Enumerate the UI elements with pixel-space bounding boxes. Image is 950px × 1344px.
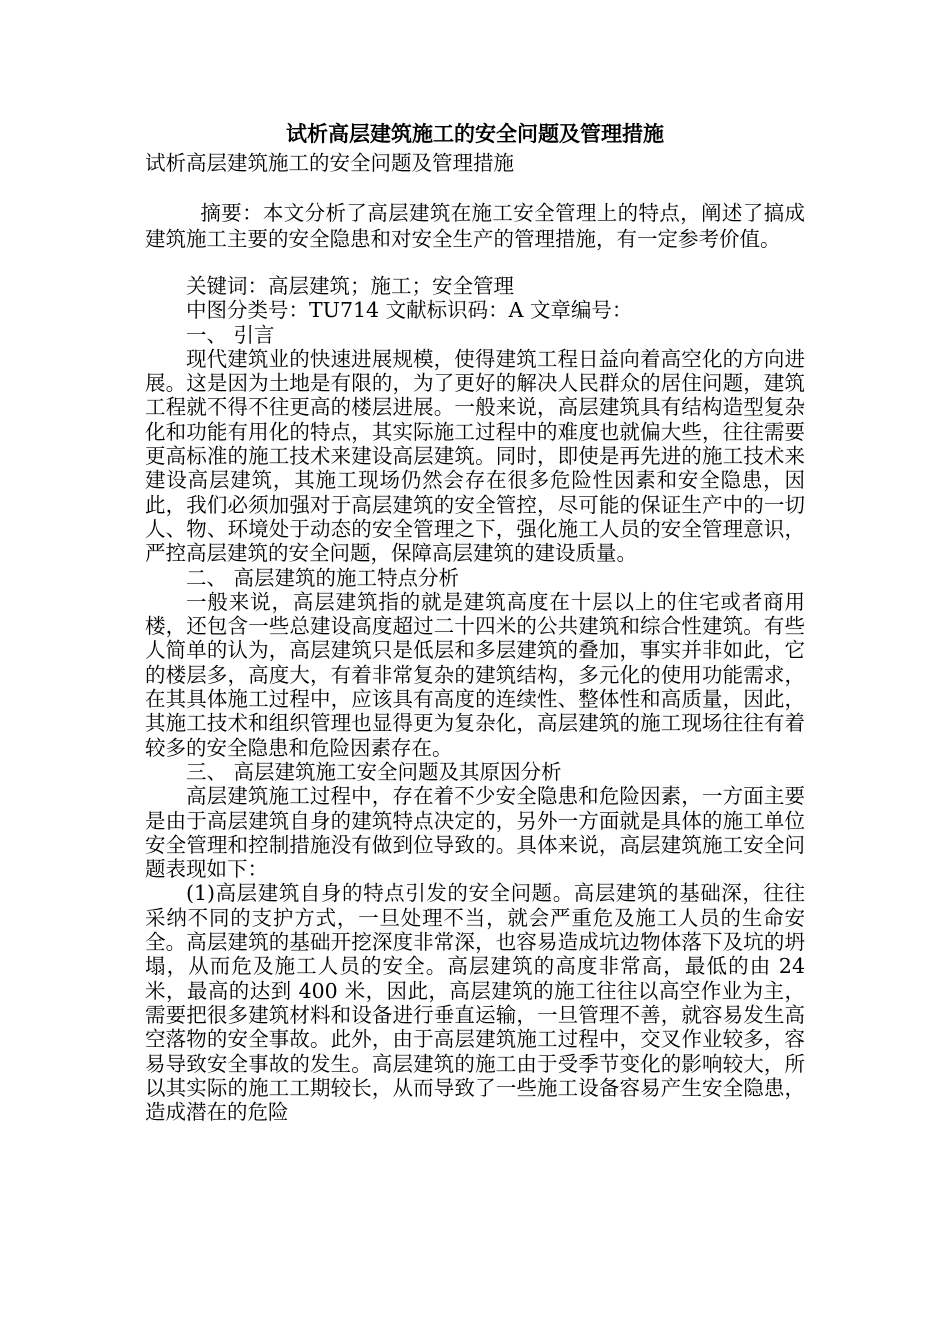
abstract-paragraph: 摘要：本文分析了高层建筑在施工安全管理上的特点，阐述了搞成建筑施工主要的安全隐患和对安全生产的管理措施，有一定参考价值。 [145, 201, 805, 251]
document-title: 试析高层建筑施工的安全问题及管理措施 [286, 121, 664, 146]
section-3-body: 高层建筑施工过程中，存在着不少安全隐患和危险因素，一方面主要是由于高层建筑自身的建筑特点决定的，另外一方面就是具体的施工单位安全管理和控制措施没有做到位导致的。具体来说，高层建筑施工安全问题表现如下： [145, 784, 805, 882]
section-3-item-1: (1)高层建筑自身的特点引发的安全问题。高层建筑的基础深，往往采纳不同的支护方式，一旦处理不当，就会严重危及施工人员的生命安全。高层建筑的基础开挖深度非常深，也容易造成坑边物体落下及坑的坍塌，从而危及施工人员的安全。高层建筑的高度非常高，最低的由 24 米，最高的达到 400 米，因此，高层建筑的施工往往以高空作业为主，需要把很多建筑材料和设备进行垂直运输，一旦管理不善，就容易发生高空落物的安全事故。此外，由于高层建筑施工过程中，交叉作业较多，容易导致安全事故的发生。高层建筑的施工由于受季节变化的影响较大，所以其实际的施工工期较长，从而导致了一些施工设备容易产生安全隐患，造成潜在的危险 [145, 881, 805, 1125]
document-subtitle: 试析高层建筑施工的安全问题及管理措施 [145, 151, 514, 175]
section-1-body: 现代建筑业的快速进展规模，使得建筑工程日益向着高空化的方向进展。这是因为土地是有限的，为了更好的解决人民群众的居住问题，建筑工程就不得不往更高的楼层进展。一般来说，高层建筑具有结构造型复杂化和功能有用化的特点，其实际施工过程中的难度也就偏大些，往往需要更高标准的施工技术来建设高层建筑。同时，即使是再先进的施工技术来建设高层建筑，其施工现场仍然会存在很多危险性因素和安全隐患，因此，我们必须加强对于高层建筑的安全管控，尽可能的保证生产中的一切人、物、环境处于动态的安全管理之下，强化施工人员的安全管理意识，严控高层建筑的安全问题，保障高层建筑的建设质量。 [145, 346, 805, 566]
section-2-body: 一般来说，高层建筑指的就是建筑高度在十层以上的住宅或者商用楼，还包含一些总建设高度超过二十四米的公共建筑和综合性建筑。有些人简单的认为，高层建筑只是低层和多层建筑的叠加，事实并非如此，它的楼层多，高度大，有着非常复杂的建筑结构，多元化的使用功能需求，在其具体施工过程中，应该具有高度的连续性、整体性和高质量，因此，其施工技术和组织管理也显得更为复杂化，高层建筑的施工现场往往有着较多的安全隐患和危险因素存在。 [145, 589, 805, 760]
classification-line: 中图分类号：TU714 文献标识码：A 文章编号： [186, 298, 633, 323]
section-2-heading: 二、 高层建筑的施工特点分析 [186, 565, 460, 590]
section-3-heading: 三、 高层建筑施工安全问题及其原因分析 [186, 759, 562, 784]
document-page [145, 118, 805, 1124]
section-1-heading: 一、 引言 [186, 322, 275, 347]
keywords-line: 关键词：高层建筑；施工；安全管理 [186, 274, 514, 298]
